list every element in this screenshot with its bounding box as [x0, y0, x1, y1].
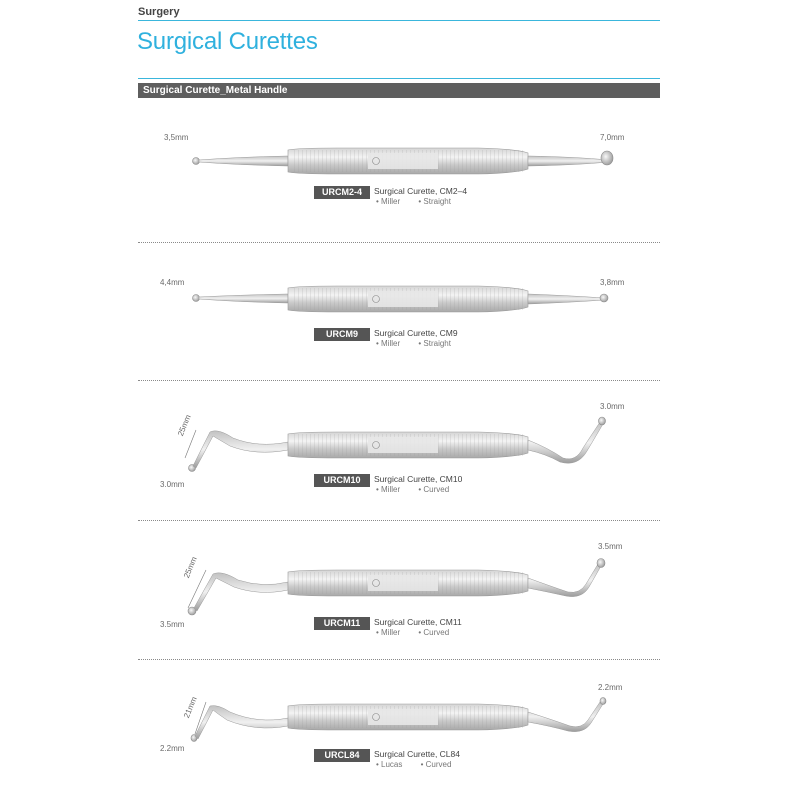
item-divider — [138, 659, 660, 660]
left-tip-dimension: 3.5mm — [160, 620, 185, 629]
spec-shape: • Straight — [418, 339, 451, 348]
spec-shape: • Curved — [418, 485, 450, 494]
right-tip-dimension: 7,0mm — [600, 133, 625, 142]
title-rule — [138, 78, 660, 79]
product-code: URCL84 — [314, 749, 370, 762]
product-specs — [376, 760, 467, 769]
product-specs — [376, 628, 465, 637]
item-divider — [138, 520, 660, 521]
right-tip-dimension: 3.0mm — [600, 402, 625, 411]
spec-tip-type: • Miller — [376, 628, 401, 637]
top-rule — [138, 20, 660, 21]
shaft-length-dimension: 25mm — [176, 413, 193, 438]
left-tip-dimension: 2.2mm — [160, 744, 185, 753]
product-specs — [376, 485, 465, 494]
spec-shape: • Curved — [420, 760, 452, 769]
product-specs — [376, 197, 467, 206]
product-code: URCM10 — [314, 474, 370, 487]
product-name: Surgical Curette, CM11 — [374, 617, 462, 627]
straight-curette-illustration — [138, 262, 660, 332]
spec-tip-type: • Lucas — [376, 760, 403, 769]
left-tip-dimension: 4,4mm — [160, 278, 185, 287]
spec-tip-type: • Miller — [376, 197, 401, 206]
product-name: Surgical Curette, CM2–4 — [374, 186, 468, 196]
product-name: Surgical Curette, CL84 — [374, 749, 460, 759]
product-code: URCM2-4 — [314, 186, 370, 199]
section-header: Surgical Curette_Metal Handle — [138, 83, 660, 98]
spec-shape: • Straight — [418, 197, 451, 206]
straight-curette-illustration — [138, 120, 660, 190]
item-divider — [138, 242, 660, 243]
product-code: URCM9 — [314, 328, 370, 341]
spec-tip-type: • Miller — [376, 339, 401, 348]
product-name: Surgical Curette, CM9 — [374, 328, 458, 338]
spec-shape: • Curved — [418, 628, 450, 637]
left-tip-dimension: 3.0mm — [160, 480, 185, 489]
product-specs — [376, 339, 467, 348]
right-tip-dimension: 2.2mm — [598, 683, 623, 692]
category-label: Surgery — [138, 6, 180, 18]
page-title: Surgical Curettes — [137, 28, 318, 55]
right-tip-dimension: 3.5mm — [598, 542, 623, 551]
product-name: Surgical Curette, CM10 — [374, 474, 463, 484]
spec-tip-type: • Miller — [376, 485, 401, 494]
product-code: URCM11 — [314, 617, 370, 630]
shaft-length-dimension: 21mm — [182, 695, 199, 720]
shaft-length-dimension: 25mm — [182, 555, 199, 580]
right-tip-dimension: 3,8mm — [600, 278, 625, 287]
left-tip-dimension: 3,5mm — [164, 133, 189, 142]
item-divider — [138, 380, 660, 381]
